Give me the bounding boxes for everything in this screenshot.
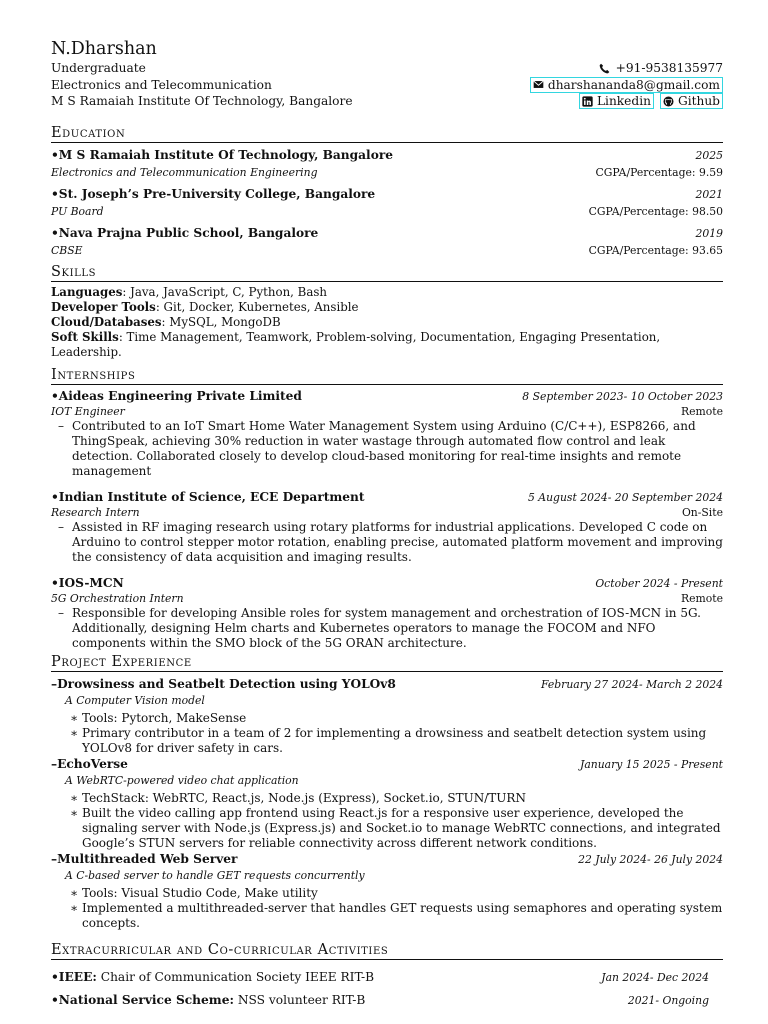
education-entry (51, 224, 723, 259)
project-point-text: Tools: Pytorch, MakeSense (82, 710, 247, 725)
skill-row (51, 330, 723, 360)
internship-entry (51, 489, 723, 565)
activity-label: IEEE: (58, 969, 97, 984)
github-link[interactable] (660, 93, 723, 109)
org-text: Indian Institute of Science, ECE Department (58, 489, 365, 504)
internships-section (51, 366, 723, 651)
edu-score: CGPA/Percentage: 93.65 (588, 243, 723, 257)
project-point: ∗ Primary contributor in a team of 2 for implementing a drowsiness and seatbelt detection system using YOLOv8 for driver safety in cars. (70, 726, 723, 756)
internship-entry (51, 575, 723, 651)
school-name: •M S Ramaiah Institute Of Technology, Bangalore (51, 147, 393, 162)
projects-heading: Project Experience (51, 653, 192, 670)
project-dates: January 15 2025 - Present (579, 757, 723, 771)
activity-value: NSS volunteer RIT-B (237, 992, 366, 1007)
skills-section (51, 263, 723, 360)
department-line: Electronics and Telecommunication (51, 77, 272, 92)
phone (599, 60, 723, 77)
intern-desc-text: Assisted in RF imaging research using rotary platforms for industrial applications. Developed C code on Arduino to control stepper motor rotation, enabling precise, automated platform movement and improving the consistency of data acquisition and imaging results. (72, 519, 723, 564)
skill-row (51, 300, 723, 315)
education-entry (51, 185, 723, 220)
activity-entry (51, 989, 723, 1012)
intern-mode: Remote (681, 591, 723, 605)
project-dates: February 27 2024- March 2 2024 (540, 677, 723, 691)
org-name: •Aideas Engineering Private Limited (51, 388, 302, 403)
school-name: •Nava Prajna Public School, Bangalore (51, 225, 319, 240)
activity-text: •National Service Scheme: NSS volunteer RIT-B (51, 992, 366, 1007)
candidate-name: N.Dharshan (51, 39, 157, 59)
intern-role: Research Intern (51, 505, 140, 519)
school-text: M S Ramaiah Institute Of Technology, Bangalore (58, 147, 393, 162)
project-point-text: Built the video calling app frontend using React.js for a responsive user experience, developed the signaling server with Node.js (Express.js) and Socket.io to manage WebRTC connections, and integrated Google’s STUN servers for reliable connectivity across different network conditions. (82, 805, 721, 850)
edu-program: CBSE (51, 243, 83, 257)
activities-heading: Extracurricular and Co-curricular Activities (51, 941, 389, 958)
project-point: ∗ Implemented a multithreaded-server that handles GET requests using semaphores and operating system concepts. (70, 900, 723, 930)
envelope-icon (533, 79, 544, 90)
intern-desc: – Assisted in RF imaging research using rotary platforms for industrial applications. Developed C code on Arduino to control stepper motor rotation, enabling precise, automated platform movement and improving the consistency of data acquisition and imaging results. (58, 519, 723, 564)
activity-dates: 2021- Ongoing (627, 993, 709, 1007)
section-divider (51, 142, 723, 143)
intern-desc: – Contributed to an IoT Smart Home Water Management System using Arduino (C/C++), ESP8266, and ThingSpeak, achieving 30% reduction in water wastage through automated flow control and leak detection. Collaborated closely to develop cloud-based monitoring for real-time insights and remote management (51, 419, 723, 479)
edu-score: CGPA/Percentage: 98.50 (588, 204, 723, 218)
intern-mode: On-Site (681, 505, 723, 519)
phone-icon (599, 63, 610, 74)
project-point-text: TechStack: WebRTC, React.js, Node.js (Express), Socket.io, STUN/TURN (82, 790, 526, 805)
skill-row (51, 315, 723, 330)
skills-heading: Skills (51, 263, 97, 280)
edu-year: 2021 (695, 187, 723, 201)
section-divider (51, 281, 723, 282)
intern-dates: 5 August 2024- 20 September 2024 (528, 490, 723, 504)
internships-heading: Internships (51, 366, 136, 383)
project-title: –Drowsiness and Seatbelt Detection using YOLOv8 (51, 676, 396, 691)
github-label: Github (677, 94, 720, 109)
edu-year: 2025 (695, 148, 723, 162)
project-point: ∗ Built the video calling app frontend using React.js for a responsive user experience, developed the signaling server with Node.js (Express.js) and Socket.io to manage WebRTC connections, and integrated Google’s STUN servers for reliable connectivity across different network conditions. (70, 806, 723, 851)
intern-desc: – Responsible for developing Ansible roles for system management and orchestration of IOS-MCN in 5G. Additionally, designing Helm charts and Kubernetes operators to manage the FOCOM and NFO components within the SMO block of the 5G ORAN architecture. (51, 606, 723, 651)
org-name: •IOS-MCN (51, 575, 124, 590)
activity-value: Chair of Communication Society IEEE RIT-B (100, 969, 375, 984)
project-point: ∗ Tools: Visual Studio Code, Make utility (70, 885, 318, 900)
education-heading: Education (51, 124, 126, 141)
linkedin-link[interactable] (579, 93, 654, 109)
linkedin-label: Linkedin (596, 94, 651, 109)
institute-line: M S Ramaiah Institute Of Technology, Bangalore (51, 94, 353, 108)
project-subtitle: A C-based server to handle GET requests concurrently (65, 868, 365, 882)
section-divider (51, 384, 723, 385)
skill-label: Languages (51, 284, 123, 299)
project-point: ∗ Tools: Pytorch, MakeSense (70, 710, 247, 725)
activity-text: •IEEE: Chair of Communication Society IEEE RIT-B (51, 969, 375, 984)
org-text: IOS-MCN (58, 575, 124, 590)
edu-program: PU Board (51, 204, 104, 218)
intern-mode: Remote (681, 404, 723, 418)
intern-dates: 8 September 2023- 10 October 2023 (522, 389, 723, 403)
projects-section (51, 653, 723, 931)
project-title-text: Drowsiness and Seatbelt Detection using YOLOv8 (57, 676, 396, 691)
section-divider (51, 959, 723, 960)
skill-label: Developer Tools (51, 299, 156, 314)
school-text: Nava Prajna Public School, Bangalore (58, 225, 319, 240)
school-text: St. Joseph’s Pre-University College, Bangalore (58, 186, 376, 201)
intern-role: 5G Orchestration Intern (51, 591, 184, 605)
intern-desc-text: Responsible for developing Ansible roles for system management and orchestration of IOS-MCN in 5G. Additionally, designing Helm charts and Kubernetes operators to manage the FOCOM and NFO components within the SMO block of the 5G ORAN architecture. (72, 605, 701, 650)
project-title-text: EchoVerse (57, 756, 128, 771)
project-title: –EchoVerse (51, 756, 128, 771)
skill-value: : Time Management, Teamwork, Problem-solving, Documentation, Engaging Presentation, Leadership. (51, 329, 661, 359)
activity-entry (51, 966, 723, 989)
education-entry (51, 146, 723, 181)
linkedin-icon (582, 96, 593, 107)
school-name: •St. Joseph’s Pre-University College, Bangalore (51, 186, 376, 201)
edu-year: 2019 (695, 226, 723, 240)
skill-value: : Java, JavaScript, C, Python, Bash (122, 284, 328, 299)
status-line: Undergraduate (51, 61, 146, 75)
project-subtitle: A Computer Vision model (65, 693, 205, 707)
internship-entry (51, 388, 723, 479)
intern-dates: October 2024 - Present (595, 576, 723, 590)
intern-desc-text: Contributed to an IoT Smart Home Water Management System using Arduino (C/C++), ESP8266, and ThingSpeak, achieving 30% reduction in water wastage through automated flow control and leak detection. Collaborated closely to develop cloud-based monitoring for real-time insights and remote management (72, 418, 696, 478)
project-title: –Multithreaded Web Server (51, 851, 238, 866)
email-link[interactable] (530, 77, 723, 94)
skill-row (51, 285, 723, 300)
section-divider (51, 671, 723, 672)
project-point: ∗ TechStack: WebRTC, React.js, Node.js (Express), Socket.io, STUN/TURN (70, 790, 526, 805)
project-entry (51, 756, 723, 851)
phone-number: +91-9538135977 (615, 61, 723, 75)
project-entry (51, 676, 723, 756)
github-icon (663, 96, 674, 107)
education-section (51, 124, 723, 259)
project-point-text: Implemented a multithreaded-server that handles GET requests using semaphores and operating system concepts. (82, 900, 723, 930)
skill-label: Soft Skills (51, 329, 119, 344)
activity-label: National Service Scheme: (58, 992, 234, 1007)
project-subtitle: A WebRTC-powered video chat application (65, 773, 299, 787)
project-entry (51, 851, 723, 931)
skill-value: : MySQL, MongoDB (161, 314, 281, 329)
project-title-text: Multithreaded Web Server (57, 851, 238, 866)
activities-section (51, 941, 723, 1012)
resume (51, 38, 723, 1012)
resume-header (51, 38, 723, 110)
intern-role: IOT Engineer (51, 404, 125, 418)
project-dates: 22 July 2024- 26 July 2024 (578, 852, 723, 866)
edu-score: CGPA/Percentage: 9.59 (595, 165, 723, 179)
activity-dates: Jan 2024- Dec 2024 (601, 970, 709, 984)
skill-value: : Git, Docker, Kubernetes, Ansible (155, 299, 359, 314)
project-point-text: Tools: Visual Studio Code, Make utility (82, 885, 318, 900)
edu-program: Electronics and Telecommunication Engineering (51, 165, 318, 179)
org-name: •Indian Institute of Science, ECE Department (51, 489, 365, 504)
skill-label: Cloud/Databases (51, 314, 162, 329)
email-address: dharshananda8@gmail.com (547, 77, 720, 92)
org-text: Aideas Engineering Private Limited (58, 388, 302, 403)
project-point-text: Primary contributor in a team of 2 for implementing a drowsiness and seatbelt detection system using YOLOv8 for driver safety in cars. (82, 725, 707, 755)
